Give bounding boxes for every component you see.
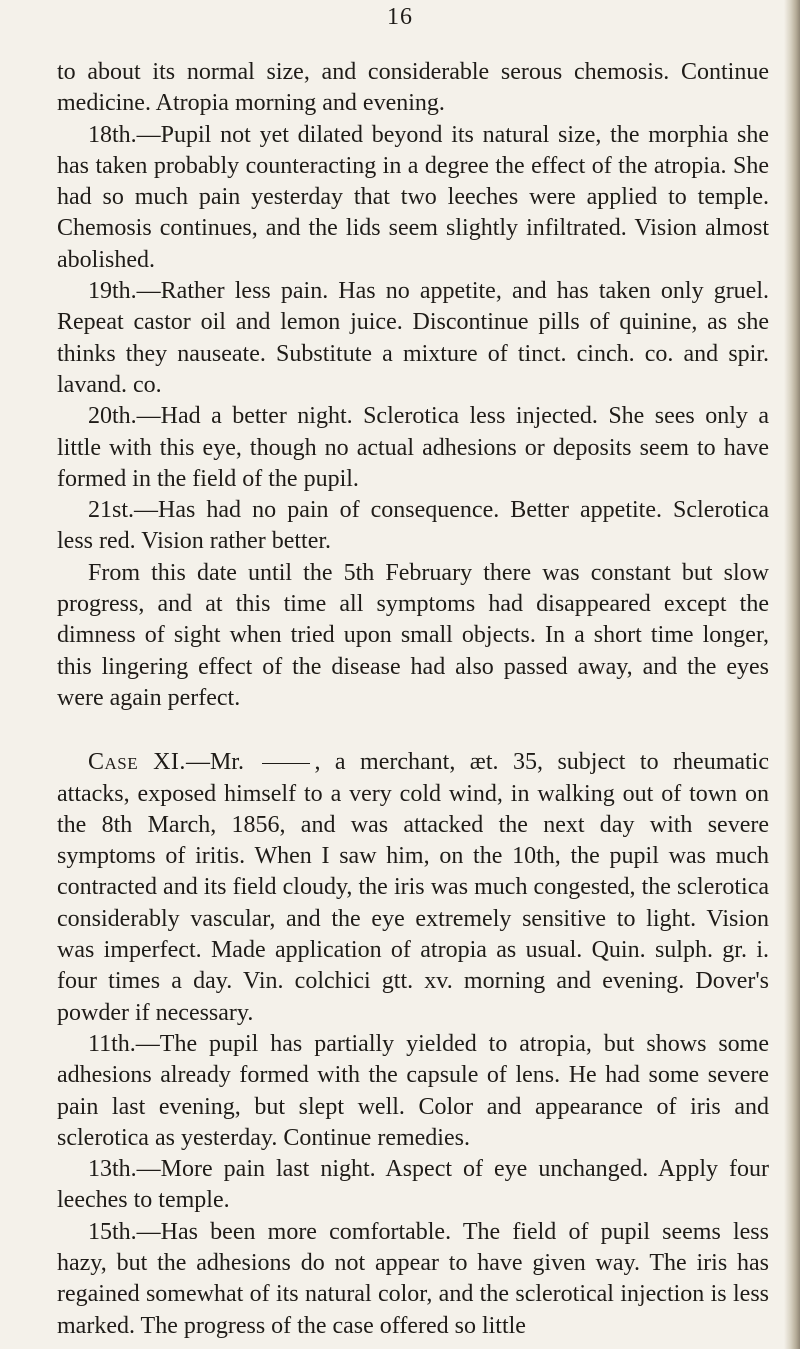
case-paragraph — [57, 747, 769, 1029]
paragraph: to about its normal size, and considerable serous chemosis. Continue medicine. Atropia morning and evening. — [57, 59, 769, 117]
paragraph: 20th.—Had a better night. Sclerotica less injected. She sees only a little with this eye, though no actual adhesions or deposits seem to have formed in the field of the pupil. — [57, 403, 769, 492]
paragraph: 19th.—Rather less pain. Has no appetite, and has taken only gruel. Repeat castor oil and lemon juice. Discontinue pills of quinine, as she thinks they nauseate. Substitute a mixture of tinct. cinch. co. and spir. lavand. co. — [57, 278, 769, 398]
paragraph: 18th.—Pupil not yet dilated beyond its natural size, the morphia she has taken probably counteracting in a degree the effect of the atropia. She had so much pain yesterday that two leeches were applied to temple. Chemosis continues, and the lids seem slightly infiltrated. Vision almost abolished. — [57, 121, 769, 273]
case-text: , a merchant, æt. 35, subject to rheumatic attacks, exposed himself to a very cold wind, in walking out of town on the 8th March, 1856, and was attacked the next day with severe symptoms of iritis. When I saw him, on the 10th, the pupil was much contracted and its field cloudy, the iris was much congested, the sclerotica considerably vascular, and the eye extremely sensitive to light. Vision was imperfect. Made application of atropia as usual. Quin. sulph. gr. i. four times a day. Vin. colchici gtt. xv. morning and evening. Dover's powder if necessary. — [57, 749, 770, 1026]
page-edge-shadow — [784, 0, 800, 1349]
paragraph: 11th.—The pupil has partially yielded to atropia, but shows some adhesions already formed with the capsule of lens. He had some severe pain last evening, but slept well. Color and appearance of iris and sclerotica as yesterday. Continue remedies. — [57, 1030, 769, 1151]
case-title: Case XI. — [88, 749, 186, 776]
paragraph: 21st.—Has had no pain of consequence. Better appetite. Sclerotica less red. Vision rather better. — [57, 497, 769, 555]
name-blank-dash — [262, 763, 310, 764]
page-number: 16 — [387, 4, 413, 30]
case-opening: —Mr. — [185, 749, 244, 776]
paragraph: 15th.—Has been more comfortable. The field of pupil seems less hazy, but the adhesions do not appear to have given way. The iris has regained somewhat of its natural color, and the sclerotical injection is less marked. The progress of the case offered so little — [57, 1218, 769, 1339]
paragraph: From this date until the 5th February there was constant but slow progress, and at this time all symptoms had disappeared except the dimness of sight when tried upon small objects. In a short time longer, this lingering effect of the disease had also passed away, and the eyes were again perfect. — [57, 559, 769, 711]
body-text — [57, 57, 769, 1342]
paragraph: 13th.—More pain last night. Aspect of eye unchanged. Apply four leeches to temple. — [57, 1156, 769, 1214]
